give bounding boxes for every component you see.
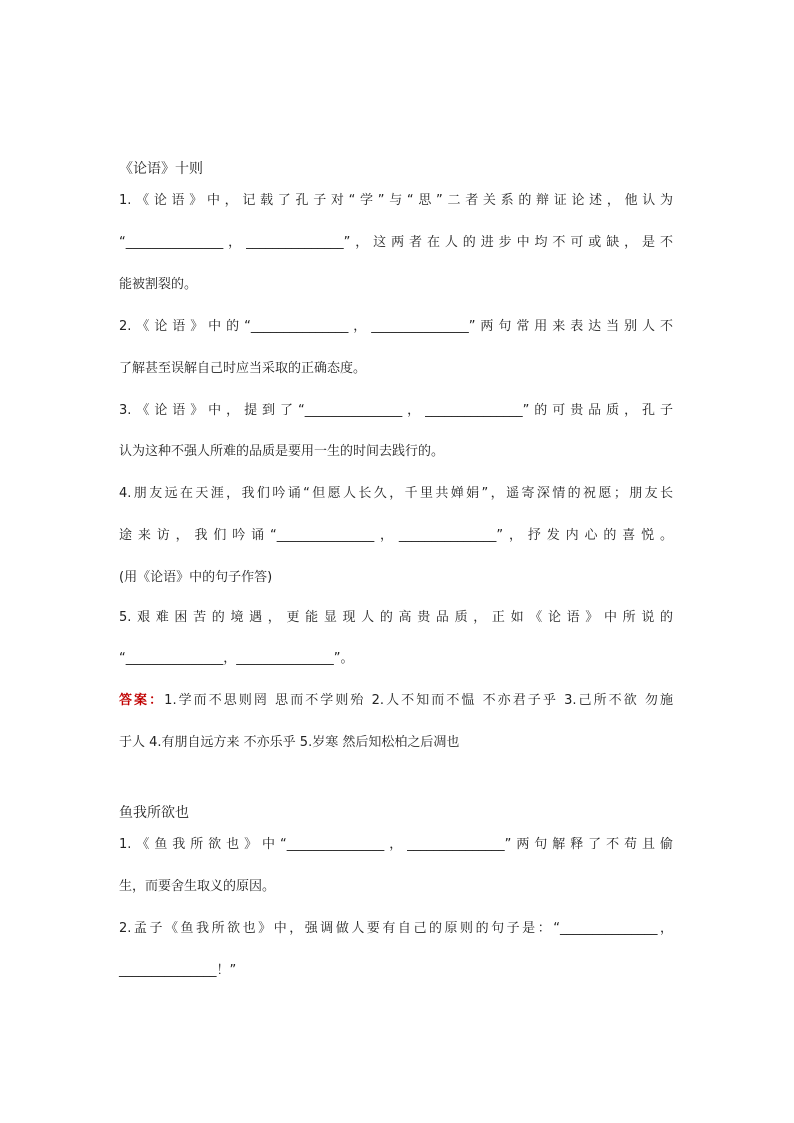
question-1-line-2: “_______________，_______________”，这两者在人的进步中均不可或缺，是不: [119, 235, 673, 250]
question-3-line-2: 认为这种不强人所难的品质是要用一生的时间去践行的。: [119, 444, 445, 459]
question-5-line-1: 5.艰难困苦的境遇，更能显现人的高贵品质，正如《论语》中所说的: [119, 610, 673, 625]
question-b1-line-1: 1.《鱼我所欲也》中“_______________，_______________”两句解释了不苟且偷: [119, 837, 673, 852]
answer-line-2: 于人 4.有朋自远方来 不亦乐乎 5.岁寒 然后知松柏之后凋也: [119, 735, 460, 750]
answer-label: 答案：: [119, 693, 165, 708]
question-4-line-3: (用《论语》中的句子作答): [119, 570, 273, 585]
question-1-line-3: 能被割裂的。: [119, 277, 198, 292]
section-title-yuwosuoyuye: 鱼我所欲也: [119, 805, 189, 821]
question-b2-line-2: _______________！”: [119, 963, 237, 978]
answer-text-1: 1.学而不思则罔 思而不学则殆 2.人不知而不愠 不亦君子乎 3.己所不欲 勿施: [164, 693, 673, 708]
section-title-lunyu: 《论语》十则: [119, 161, 203, 177]
question-4-line-2: 途来访，我们吟诵“_______________，_______________”，抒发内心的喜悦。: [119, 528, 673, 543]
question-2-line-2: 了解甚至误解自己时应当采取的正确态度。: [119, 361, 367, 376]
question-4-line-1: 4.朋友远在天涯，我们吟诵“但愿人长久，千里共婵娟”，遥寄深情的祝愿；朋友长: [119, 486, 673, 501]
question-2-line-1: 2.《论语》中的“_______________，_______________”两句常用来表达当别人不: [119, 319, 673, 334]
question-b2-line-1: 2.孟子《鱼我所欲也》中，强调做人要有自己的原则的句子是：“_______________，: [119, 921, 673, 936]
question-b1-line-2: 生，而要舍生取义的原因。: [119, 879, 276, 894]
question-5-line-2: “_______________，_______________”。: [119, 651, 354, 666]
answer-line-1: [119, 692, 673, 710]
question-3-line-1: 3.《论语》中，提到了“_______________，_______________”的可贵品质，孔子: [119, 403, 673, 418]
question-1-line-1: 1.《论语》中，记载了孔子对“学”与“思”二者关系的辩证论述，他认为: [119, 193, 673, 208]
